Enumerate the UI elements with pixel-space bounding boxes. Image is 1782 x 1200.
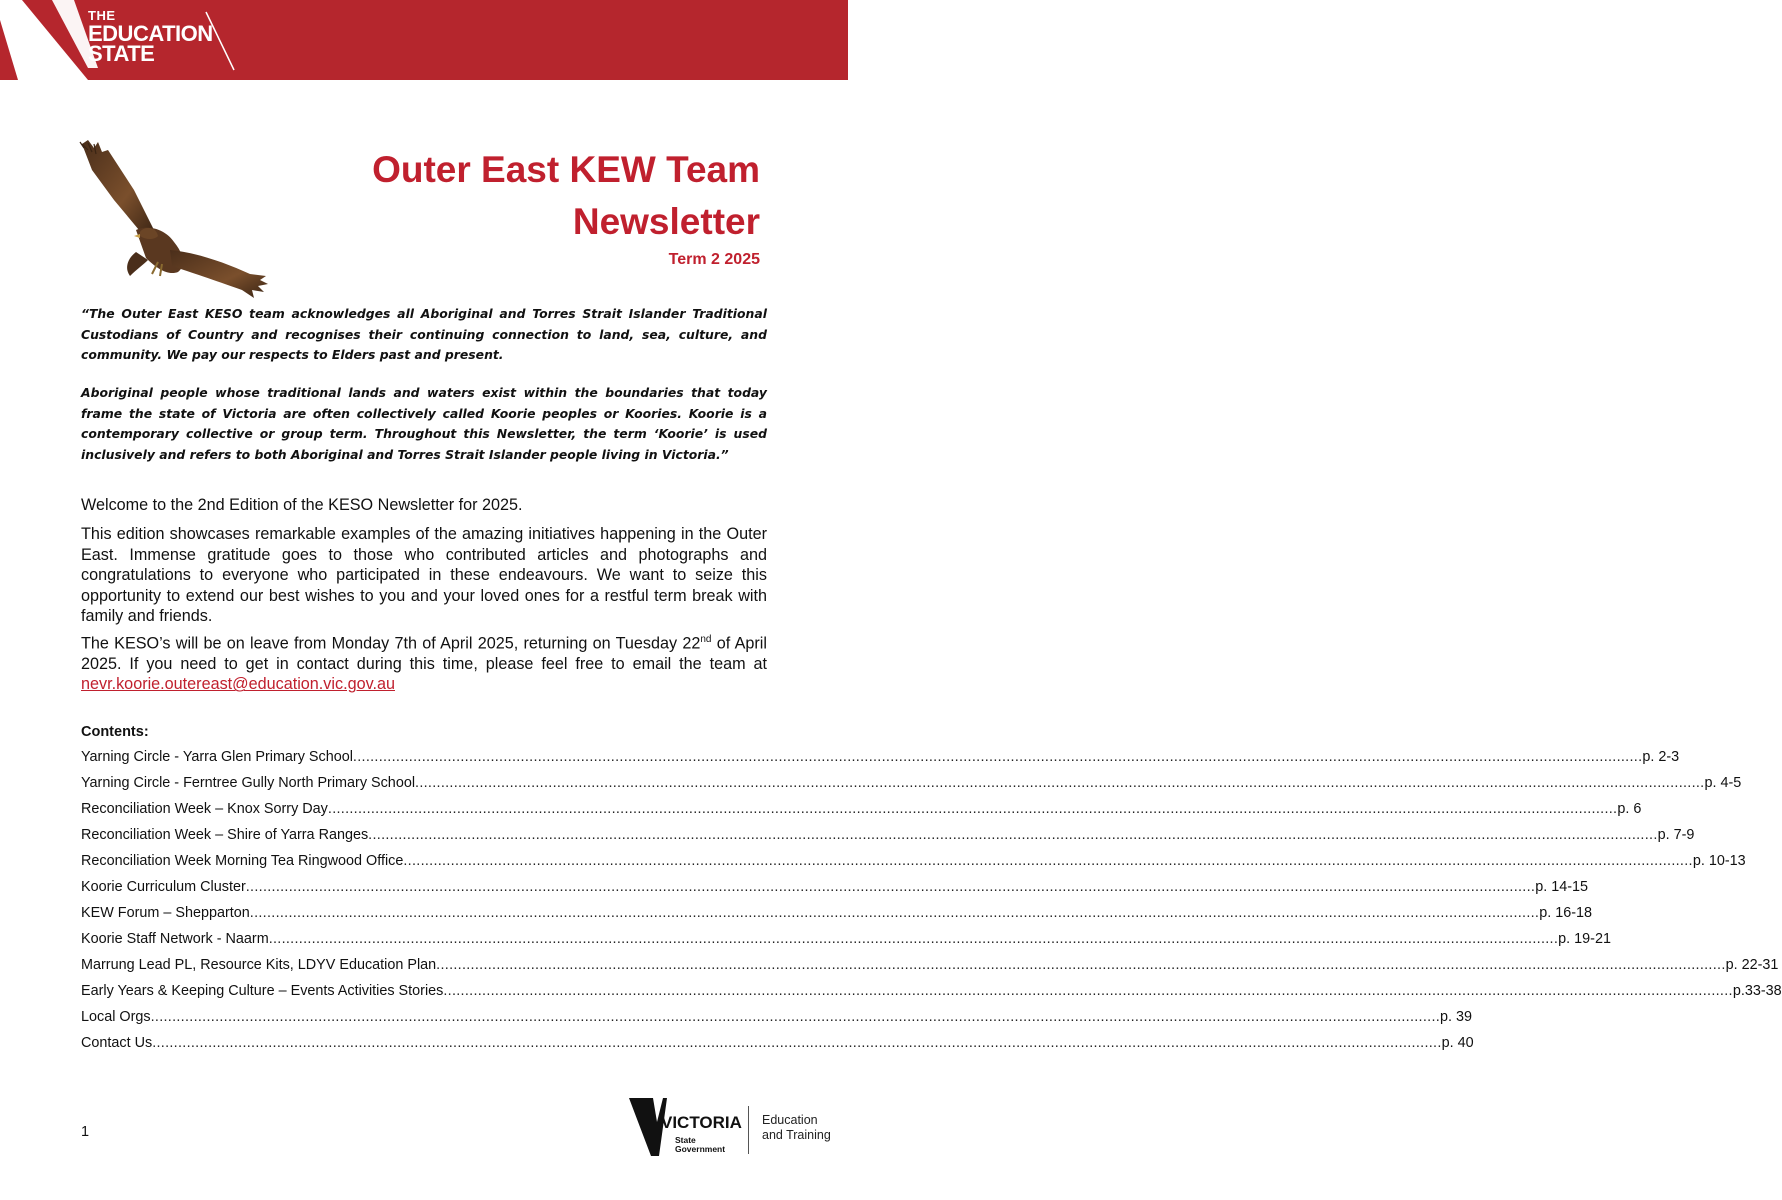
toc-item-page: p. 22-31 — [1725, 957, 1779, 973]
toc-row[interactable] — [81, 801, 1642, 827]
toc-item-title: Contact Us — [81, 1035, 153, 1051]
toc-item-title: Koorie Curriculum Cluster — [81, 879, 246, 895]
toc-row[interactable] — [81, 983, 1782, 1009]
toc-dot-leader: ............................................................................................................................................................................................................................................................................................................ — [152, 1035, 1442, 1051]
toc-item-page: p. 39 — [1440, 1009, 1473, 1025]
acknowledgement-paragraph-1: “The Outer East KESO team acknowledges all Aboriginal and Torres Strait Islander Traditional Custodians of Country and recognises their continuing connection to land, sea, culture, and community. We pay our respects to Elders past and present. — [81, 306, 767, 362]
brand-line-state: STATE — [88, 41, 155, 66]
toc-item-page: p. 2-3 — [1642, 749, 1680, 765]
toc-dot-leader: ............................................................................................................................................................................................................................................................................................................ — [150, 1009, 1441, 1025]
toc-item-title: Reconciliation Week – Knox Sorry Day — [81, 801, 328, 817]
toc-item-page: p. 16-18 — [1539, 905, 1593, 921]
leave-notice — [81, 630, 767, 695]
toc-item-page: p. 14-15 — [1535, 879, 1589, 895]
department-name — [762, 1113, 831, 1143]
state-label: State — [675, 1135, 696, 1145]
toc-dot-leader: ............................................................................................................................................................................................................................................................................................................ — [403, 853, 1693, 869]
logo-divider — [748, 1106, 749, 1154]
showcase-text: This edition showcases remarkable examples of the amazing initiatives happening in the Outer East. Immense gratitude goes to those who contributed articles and photographs and congratulations to everyone who participated in these endeavours. We want to seize this opportunity to extend our best wishes to you and your loved ones for a restful term break with family and friends. — [81, 525, 767, 625]
toc-row[interactable] — [81, 827, 1695, 853]
victoria-logo-icon — [627, 1094, 742, 1160]
toc-dot-leader: ............................................................................................................................................................................................................................................................................................................ — [415, 775, 1705, 791]
toc-item-page: p. 10-13 — [1692, 853, 1746, 869]
eagle-icon — [74, 140, 274, 302]
acknowledgement-paragraph-2: Aboriginal people whose traditional lands and waters exist within the boundaries that today frame the state of Victoria are often collectively called Koorie peoples or Koories. Koorie is a contemporary collective or group term. Throughout this Newsletter, the term ‘Koorie’ is used inclusively and refers to both Aboriginal and Torres Strait Islander people living in Victoria.” — [81, 385, 767, 462]
toc-item-page: p.33-38 — [1732, 983, 1782, 999]
term-label: Term 2 2025 — [668, 251, 760, 268]
education-state-logo — [88, 9, 213, 65]
toc-row[interactable] — [81, 749, 1680, 775]
contents-heading: Contents: — [81, 724, 149, 740]
toc-row[interactable] — [81, 853, 1746, 879]
page-number: 1 — [81, 1124, 90, 1140]
title-line-1: Outer East KEW Team — [372, 149, 760, 190]
toc-item-title: Reconciliation Week Morning Tea Ringwood Office — [81, 853, 404, 869]
toc-row[interactable] — [81, 931, 1611, 957]
toc-dot-leader: ............................................................................................................................................................................................................................................................................................................ — [268, 931, 1559, 947]
toc-row[interactable] — [81, 1009, 1473, 1035]
toc-item-page: p. 40 — [1441, 1035, 1474, 1051]
team-email-link[interactable]: nevr.koorie.outereast@education.vic.gov.au — [81, 675, 395, 694]
toc-dot-leader: ............................................................................................................................................................................................................................................................................................................ — [443, 983, 1733, 999]
brand-line-the: THE — [88, 8, 116, 23]
toc-item-title: Local Orgs — [81, 1009, 151, 1025]
toc-dot-leader: ............................................................................................................................................................................................................................................................................................................ — [352, 749, 1643, 765]
toc-item-page: p. 6 — [1617, 801, 1642, 817]
toc-item-title: KEW Forum – Shepparton — [81, 905, 250, 921]
welcome-text: Welcome to the 2nd Edition of the KESO Newsletter for 2025. — [81, 496, 523, 514]
department-line-1: Education — [762, 1113, 818, 1127]
leave-text-part-1: The KESO’s will be on leave from Monday 7th of April 2025, returning on Tuesday 22 — [81, 634, 701, 653]
department-line-2: and Training — [762, 1128, 831, 1142]
toc-item-title: Koorie Staff Network - Naarm — [81, 931, 269, 947]
table-of-contents — [81, 749, 1782, 1061]
toc-item-title: Reconciliation Week – Shire of Yarra Ranges — [81, 827, 369, 843]
brand-line-education: EDUCATION — [88, 21, 213, 46]
toc-item-title: Early Years & Keeping Culture – Events Activities Stories — [81, 983, 444, 999]
victoria-wordmark: VICTORIA — [661, 1113, 742, 1132]
title-line-2: Newsletter — [572, 201, 760, 242]
toc-dot-leader: ............................................................................................................................................................................................................................................................................................................ — [245, 879, 1536, 895]
newsletter-title — [372, 144, 760, 248]
toc-row[interactable] — [81, 905, 1593, 931]
header-banner — [0, 0, 848, 80]
toc-item-title: Yarning Circle - Yarra Glen Primary School — [81, 749, 353, 765]
toc-dot-leader: ............................................................................................................................................................................................................................................................................................................ — [436, 957, 1726, 973]
government-label: Government — [675, 1144, 726, 1154]
toc-dot-leader: ............................................................................................................................................................................................................................................................................................................ — [327, 801, 1618, 817]
ordinal-suffix: nd — [700, 634, 712, 645]
toc-row[interactable] — [81, 879, 1589, 905]
toc-dot-leader: ............................................................................................................................................................................................................................................................................................................ — [249, 905, 1540, 921]
toc-row[interactable] — [81, 1035, 1474, 1061]
toc-item-page: p. 7-9 — [1657, 827, 1695, 843]
toc-dot-leader: ............................................................................................................................................................................................................................................................................................................ — [368, 827, 1658, 843]
toc-item-title: Yarning Circle - Ferntree Gully North Primary School — [81, 775, 416, 791]
toc-item-page: p. 19-21 — [1558, 931, 1611, 947]
toc-item-page: p. 4-5 — [1704, 775, 1742, 791]
toc-item-title: Marrung Lead PL, Resource Kits, LDYV Education Plan — [81, 957, 437, 973]
toc-row[interactable] — [81, 957, 1779, 983]
toc-row[interactable] — [81, 775, 1742, 801]
leave-text-part-2: of April 2025. If you need to get in contact during this time, please feel free to email the team at — [81, 634, 768, 673]
